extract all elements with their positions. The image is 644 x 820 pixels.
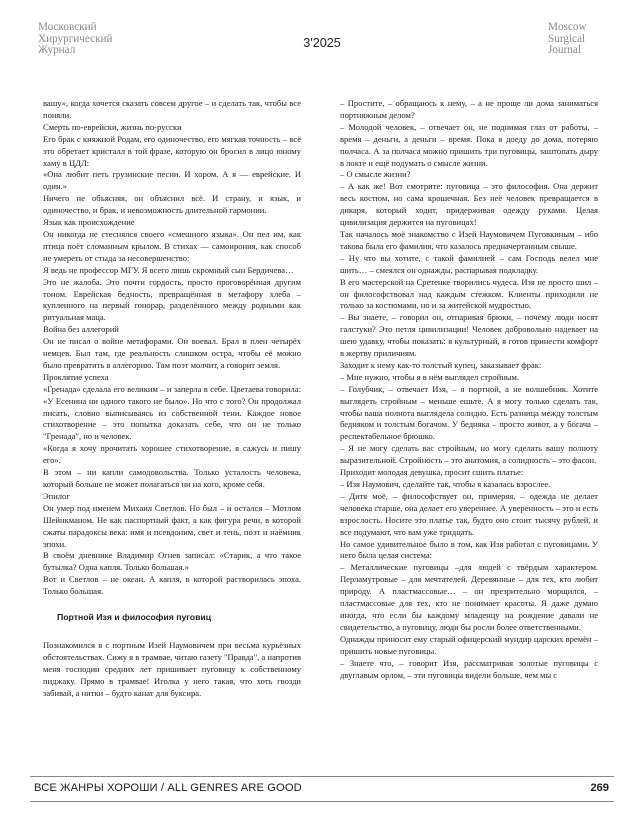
logo-line: Moscow: [548, 21, 587, 33]
quote: Я ведь не профессор МГУ. Я всего лишь скромный сын Бердичева…: [43, 264, 294, 275]
paragraph: Заходит к нему как-то толстый купец, заказывает фрак:: [340, 359, 542, 370]
quote: «Она любит петь грузинские песни. И хором. А я — еврейские. И один.»: [43, 169, 301, 192]
dialogue-line: – О смысле жизни?: [340, 169, 411, 180]
paragraph: Вот и Светлов – не океан. А капля, в которой растворилась эпоха. Только большая.: [43, 574, 301, 597]
dialogue-line: – Металлические пуговицы –для людей с твёрдым характером. Перламутровые – для мечтателей. Деревянные – для тех, кто любит природу. А пластмассовые… – он презрительно морщился, – пластмассовые для тех, кто не понимает красоты. Я даже думаю иногда, что если бы каждому младенцу на рождение давали не свидетельство, а пуговицу, люди бы росли более ответственными.: [340, 562, 598, 632]
dialogue-line: – Вы знаете, – говорил он, отпаривая брюки, – почему люди носят галстуки? Это петля цивилизации! Человек добровольно надевает на шею удавку, чтобы показать: я культурный, я готов принести комфорт в жертву приличиям.: [340, 312, 598, 359]
dialogue-line: – Я не могу сделать вас стройным, но могу сделать вашу полноту выразительной. Стройность – это анатомия, а солидность – это фасон.: [340, 443, 598, 466]
footer-divider-top: [30, 776, 614, 777]
paragraph: Приходит молодая девушка, просит сшить платье:: [340, 467, 524, 478]
right-column: [340, 98, 598, 681]
paragraph: Однажды приносит ему старый офицерский мундир царских времён – пришить новые пуговицы.: [340, 633, 598, 656]
paragraph: Но самое удивительное было в том, как Изя работал с пуговицами. У него была целая система:: [340, 538, 598, 561]
dialogue-line: – Молодой человек, – отвечает он, не поднимая глаз от работы, – время – деньги, а деньги – время. Пока я доеду до дома, потеряю полчаса. А за полчаса можно пришить три пуговицы, заштопать дыру в локте и ещё подумать о смысле жизни.: [340, 121, 598, 168]
paragraph: Познакомился я с портным Изей Наумовичем при весьма курьёзных обстоятельствах. Сижу я в трамвае, читаю газету "Правда", а напротив меня господин средних лет пришивает пуговицу к собственному пиджаку. Прямо в трамвае! Иголка у него такая, что хоть гвозди забивай, а нитки – будто канат для буксира.: [43, 639, 302, 698]
paragraph: В своём дневнике Владимир Огнев записал: «Старик, а что такое бутылка? Одна капля. Только большая.»: [43, 550, 301, 573]
dialogue-line: – Простите, – обращаюсь к нему, – а не проще ли дома заниматься портняжным делом?: [340, 98, 598, 120]
paragraph: В этом – ни капли самодовольства. Только усталость человека, который больше не может полагаться ни на кого, кроме себя.: [43, 467, 301, 489]
page-number: 269: [590, 782, 609, 794]
logo-line: Surgical: [548, 32, 586, 45]
subheading: Эпилог: [43, 490, 70, 501]
paragraph: Его брак с княжной Родам, его одиночество, его мягкая точность – всё это обретает кристалл в той фразе, которую он бросил в лицо юному хаму в ЦДЛ:: [43, 133, 301, 168]
section-heading: Портной Изя и философия пуговиц: [57, 612, 212, 623]
page-header: [0, 22, 644, 72]
dialogue-line: – А как же! Вот смотрите: пуговица – это философия. Она держит весь костюм, но сама крошечная. Без неё человек превращается в дикаря, который ходит, придерживая одежду руками. Целая цивилизация держится на пуговицах!: [340, 181, 598, 228]
dialogue-line: – Дитя моё, – философствует он, примеряя, – одежда не делает человека старше, она делает его увереннее. А уверенность – это и есть взрослость. Носите это платье так, будто оно стоит тысячу рублей, и все подумают, что вам уже тридцать.: [340, 490, 598, 537]
paragraph: Это не жалоба. Это почти гордость, просто проговорённая другим тоном. Еврейская бедность, превращённая в метафору хлеба – купленного на первый гонорар, разделённого между родными как ритуальная маца.: [43, 276, 301, 323]
logo-line: Московский: [38, 21, 97, 33]
dialogue-line: – Голубчик, – отвечает Изя, – я портной, а не волшебник. Хотите выглядеть стройным – меньше ешьте. А я могу только сделать так, чтобы ваша полнота выглядела солидно. Есть разница между толстым бедняком и толстым богачом. У бедняка – просто живот, а у богача – респектабельное брюшко.: [340, 383, 598, 442]
paragraph: «Гренада» сделала его великим – и заперла в себе. Цветаева говорила: «У Есенина ни одного такого не было». Но что с того? Он продолжал писать, словно выписываясь из собственной тени. Каждое новое стихотворение – это попытка доказать себе, что он не только "Гренада", но и человек.: [43, 383, 301, 442]
subheading: Проклятие успеха: [43, 371, 109, 382]
dialogue-line: – Знаете что, – говорит Изя, рассматривая золотые пуговицы с двуглавым орлом, – эти пуговицы видели больше, чем мы с: [340, 657, 598, 680]
paragraph: вашу», когда хочется сказать совсем другое – и сделать так, чтобы все поняли.: [43, 98, 301, 120]
logo-line: Журнал: [38, 44, 76, 57]
logo-line: Хирургический: [38, 32, 113, 45]
paragraph: Ничего не объясняя, он объяснил всё. И страну, и язык, и одиночество, и брак, и невозможность длительной гармонии.: [43, 193, 301, 216]
dialogue-line: – Ну что вы хотите, с такой фамилией – сам Господь велел мне шить… – смеялся он однажды, распарывая подкладку.: [340, 252, 598, 275]
dialogue-line: – Мне нужно, чтобы я в нём выглядел стройным.: [340, 371, 520, 382]
section-title: ВСЕ ЖАНРЫ ХОРОШИ / ALL GENRES ARE GOOD: [34, 782, 302, 794]
paragraph: Он никогда не стеснялся своего «смешного языка». Он пел им, как птица поёт сломанным крылом. В стихах — самоирония, как способ не умереть от стыда за несовершенство:: [43, 228, 301, 263]
subheading: Язык как происхождение: [43, 217, 135, 228]
quote: «Когда я хочу прочитать хорошее стихотворение, я сажусь и пишу его».: [43, 443, 301, 466]
paragraph: В его мастерской на Сретенке творились чудеса. Изя не просто шил – он философствовал над каждым стежком. Клиенты приходили не только за костюмами, но и за житейской мудростью.: [340, 276, 598, 311]
logo-line: Journal: [548, 44, 581, 57]
paragraph: Он не писал о войне метафорами. Он воевал. Брал в плен четырёх немцев. Был там, где реальность слишком остра, чтобы её можно было превратить в аллегорию. Там поэт молчит, а говорит земля.: [43, 336, 301, 370]
paragraph: Он умер под именем Михаил Светлов. Но был – и остался – Мотлом Шейнкманом. Не как паспортный факт, а как фигура речи, в которой сжаты парадоксы века: имя и псевдоним, свет и тень, поэт и наёмник эпохи.: [43, 502, 301, 549]
dialogue-line: – Изя Наумович, сделайте так, чтобы я казалась взрослее.: [340, 479, 551, 489]
subheading: Смерть по-еврейски, жизнь по-русски: [43, 121, 182, 132]
left-column: [43, 98, 301, 700]
subheading: Война без аллегорий: [43, 324, 119, 335]
paragraph: Так началось моё знакомство с Изей Наумовичем Пуговкиным – ибо такова была его фамилия, что казалось предначертанным свыше.: [340, 228, 598, 251]
journal-logo-en: [548, 22, 587, 57]
issue-number: 3'2025: [303, 36, 341, 50]
footer-divider-bottom: [30, 801, 614, 802]
